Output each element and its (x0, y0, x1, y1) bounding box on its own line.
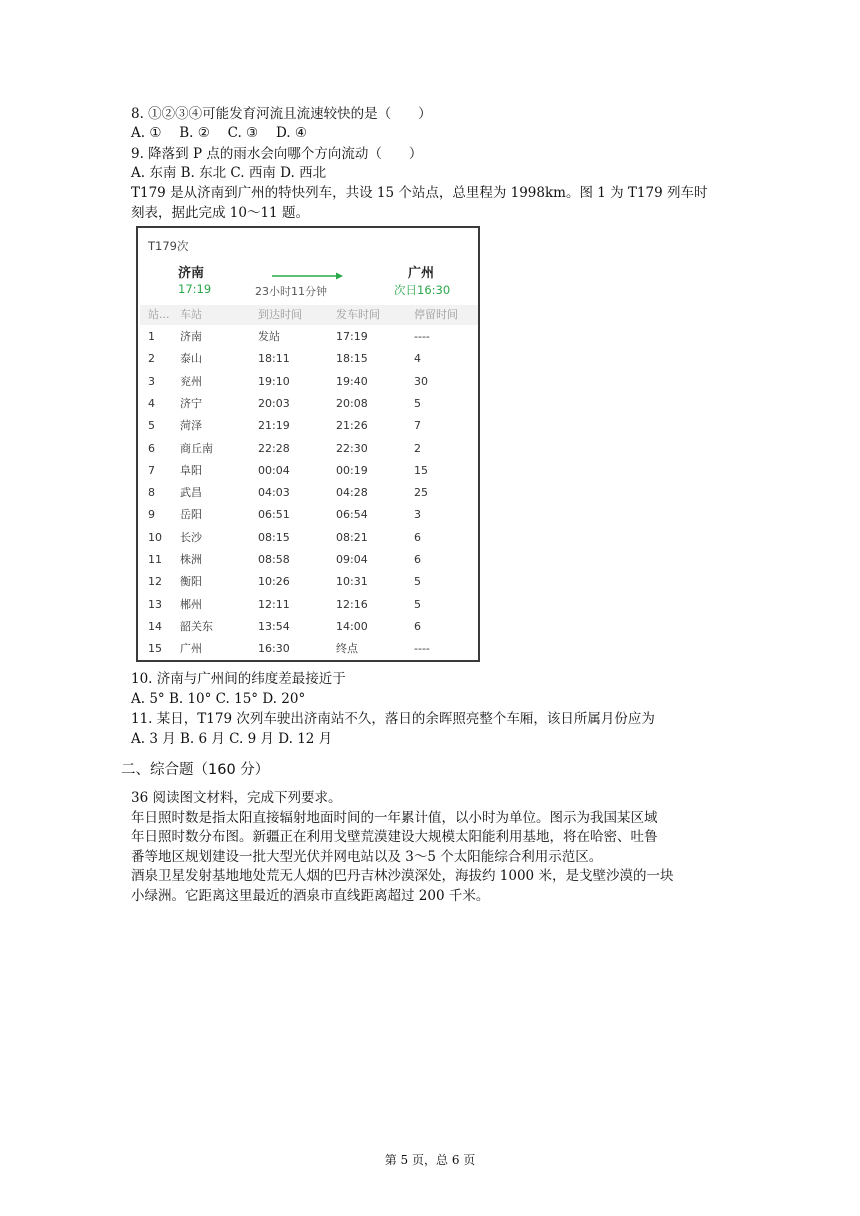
page-footer: 第 5 页，总 6 页 (384, 1153, 476, 1167)
table-row (140, 527, 478, 549)
table-row (140, 638, 478, 660)
table-cell: ---- (414, 642, 430, 656)
origin-station: 济南 (178, 266, 205, 281)
table-cell: 10:26 (258, 575, 290, 589)
table-cell: 3 (414, 508, 421, 522)
arrow-right-icon (272, 271, 344, 281)
travel-duration: 23小时11分钟 (255, 285, 327, 298)
table-cell: 菏泽 (180, 419, 202, 433)
table-row (140, 371, 478, 393)
table-cell: 08:58 (258, 553, 290, 566)
table-cell: 6 (414, 530, 421, 544)
table-cell: 泰山 (180, 352, 202, 366)
table-cell: 5 (414, 575, 421, 589)
table-cell: 5 (414, 396, 421, 410)
table-cell: 阜阳 (180, 463, 202, 477)
table-cell: 2 (414, 441, 421, 455)
table-cell: 17:19 (336, 330, 368, 343)
table-cell: 郴州 (180, 597, 202, 611)
table-cell: 19:40 (336, 374, 368, 388)
table-cell: 7 (148, 463, 155, 477)
table-cell: 18:15 (336, 352, 368, 366)
table-cell: 6 (414, 619, 421, 633)
table-cell: 16:30 (258, 642, 290, 656)
question-11-options: A. 3 月 B. 6 月 C. 9 月 D. 12 月 (131, 731, 333, 747)
table-cell: 2 (148, 352, 155, 366)
table-cell: 武昌 (180, 486, 202, 500)
question-10-options: A. 5° B. 10° C. 15° D. 20° (131, 691, 306, 707)
table-cell: 岳阳 (180, 508, 202, 522)
table-cell: 14 (148, 619, 162, 633)
table-cell: 终点 (336, 642, 358, 656)
table-cell: 15 (414, 463, 428, 477)
table-cell: 06:54 (336, 508, 368, 522)
table-cell: 10 (148, 530, 162, 544)
table-cell: 广州 (180, 642, 202, 656)
material-text-line: 番等地区规划建设一批大型光伏并网电站以及 3～5 个太阳能综合利用示范区。 (131, 848, 603, 865)
table-row (140, 393, 478, 415)
table-cell: 株洲 (180, 553, 202, 566)
table-row (140, 460, 478, 482)
table-cell: 7 (414, 419, 421, 433)
table-cell: 4 (414, 352, 421, 366)
table-cell: 衡阳 (180, 575, 202, 589)
table-cell: 04:28 (336, 486, 368, 500)
table-cell: 30 (414, 374, 428, 388)
table-cell: 19:10 (258, 374, 290, 388)
table-cell: 00:19 (336, 463, 368, 477)
table-row (140, 594, 478, 616)
table-cell: 发站 (258, 330, 280, 343)
table-cell: 13:54 (258, 619, 290, 633)
table-cell: 12 (148, 575, 162, 589)
question-9-options: A. 东南 B. 东北 C. 西南 D. 西北 (131, 165, 327, 181)
material-text-line: 酒泉卫星发射基地地处荒无人烟的巴丹吉林沙漠深处，海拔约 1000 米，是戈壁沙漠的一块 (131, 868, 674, 884)
table-cell: 21:19 (258, 419, 290, 433)
material-text-line: 36 阅读图文材料，完成下列要求。 (131, 790, 342, 806)
material-text-line: 小绿洲。它距离这里最近的酒泉市直线距离超过 200 千米。 (131, 887, 490, 904)
departure-time: 17:19 (178, 282, 212, 296)
section-2-title: 二、综合题（160 分） (121, 762, 270, 778)
timetable-header (140, 305, 478, 325)
table-cell: 20:03 (258, 396, 290, 410)
table-cell: ---- (414, 330, 430, 343)
train-timetable-figure (136, 226, 480, 662)
destination-station: 广州 (408, 266, 435, 281)
table-cell: 06:51 (258, 508, 290, 522)
question-10: 10. 济南与广州间的纬度差最接近于 (131, 671, 346, 687)
table-row (140, 348, 478, 370)
table-row (140, 504, 478, 526)
table-cell: 00:04 (258, 463, 290, 477)
table-cell: 25 (414, 486, 428, 500)
train-code: T179次 (148, 239, 189, 253)
table-row (140, 438, 478, 460)
material-text-line: 年日照时数分布图。新疆正在利用戈壁荒漠建设大规模太阳能利用基地，将在哈密、吐鲁 (131, 829, 658, 845)
table-cell: 18:11 (258, 352, 290, 366)
table-cell: 3 (148, 374, 155, 388)
table-cell: 04:03 (258, 486, 290, 500)
table-cell: 20:08 (336, 396, 368, 410)
table-cell: 22:28 (258, 441, 290, 455)
timetable-header-cell: 发车时间 (336, 308, 380, 321)
table-cell: 5 (148, 419, 155, 433)
question-11: 11. 某日，T179 次列车驶出济南站不久，落日的余晖照亮整个车厢，该日所属月份应为 (131, 711, 655, 727)
table-row (140, 571, 478, 593)
timetable-header-cell: 车站 (180, 308, 202, 321)
question-8: 8. ①②③④可能发育河流且流速较快的是（ ） (131, 106, 432, 122)
table-cell: 9 (148, 508, 155, 522)
table-row (140, 616, 478, 638)
timetable-header-cell: 停留时间 (414, 308, 458, 321)
table-row (140, 415, 478, 437)
table-cell: 08:15 (258, 530, 290, 544)
table-cell: 13 (148, 597, 162, 611)
table-cell: 济南 (180, 330, 202, 343)
table-cell: 商丘南 (180, 441, 213, 455)
table-cell: 韶关东 (180, 619, 213, 633)
table-cell: 6 (148, 441, 155, 455)
table-row (140, 549, 478, 571)
table-cell: 8 (148, 486, 155, 500)
table-cell: 4 (148, 396, 155, 410)
intro-line-2: 刻表，据此完成 10～11 题。 (131, 205, 309, 221)
table-cell: 15 (148, 642, 162, 656)
table-row (140, 326, 478, 348)
table-cell: 5 (414, 597, 421, 611)
table-cell: 12:16 (336, 597, 368, 611)
arrival-time: 次日16:30 (394, 283, 451, 297)
table-cell: 11 (148, 553, 162, 566)
timetable-header-cell: 站... (148, 308, 170, 321)
table-cell: 12:11 (258, 597, 290, 611)
material-text-line: 年日照时数是指太阳直接辐射地面时间的一年累计值，以小时为单位。图示为我国某区域 (131, 809, 658, 826)
table-cell: 1 (148, 330, 155, 343)
intro-line-1: T179 是从济南到广州的特快列车，共设 15 个站点，总里程为 1998km。图 1 为 T179 列车时 (131, 185, 708, 201)
table-cell: 08:21 (336, 530, 368, 544)
table-cell: 14:00 (336, 619, 368, 633)
table-cell: 长沙 (180, 530, 202, 544)
table-cell: 21:26 (336, 419, 368, 433)
timetable-header-cell: 到达时间 (258, 308, 302, 321)
table-cell: 22:30 (336, 441, 368, 455)
question-9: 9. 降落到 P 点的雨水会向哪个方向流动（ ） (131, 146, 423, 162)
table-cell: 兖州 (180, 374, 202, 388)
table-cell: 6 (414, 553, 421, 566)
table-row (140, 482, 478, 504)
table-cell: 济宁 (180, 396, 202, 410)
question-8-options: A. ① B. ② C. ③ D. ④ (131, 125, 307, 141)
table-cell: 09:04 (336, 553, 368, 566)
table-cell: 10:31 (336, 575, 368, 589)
